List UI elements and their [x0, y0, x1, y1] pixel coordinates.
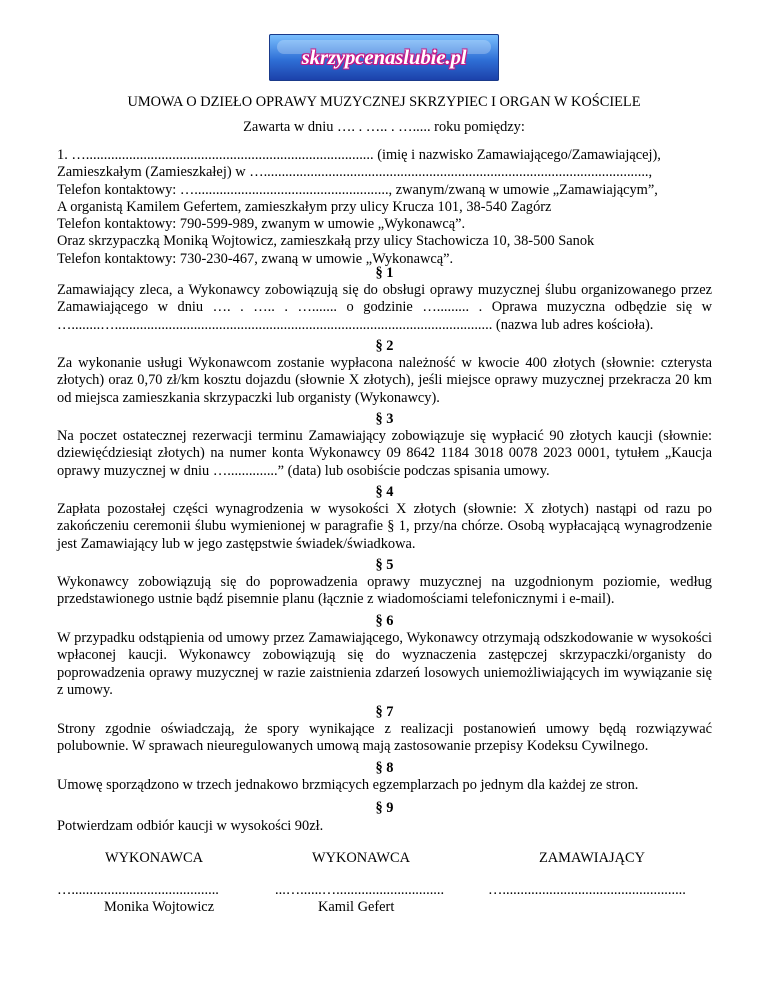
signature-line-violinist: ….........................................	[57, 882, 219, 898]
signature-role-violinist: WYKONAWCA	[105, 850, 203, 866]
document-subtitle: Zawarta w dniu …. . ….. . …..... roku pomiędzy:	[243, 119, 525, 135]
section-9-heading: § 9	[375, 800, 394, 816]
section-6-text: W przypadku odstąpienia od umowy przez Zamawiającego, Wykonawcy otrzymają odszkodowanie w wysokości wpłaconej kaucji. Wykonawcy zobowiązują się do wyznaczenia zastępczej skrzypaczki/organisty do poprowadzenia oprawy muzycznej w razie zaistnienia zdarzeń losowych uniemożliwiających im wywiązanie się z umowy.	[57, 630, 712, 698]
section-8-heading: § 8	[375, 760, 394, 776]
party-line: Oraz skrzypaczką Moniką Wojtowicz, zamieszkałą przy ulicy Stachowicza 10, 38-500 Sanok	[57, 233, 595, 250]
section-2-heading: § 2	[375, 338, 394, 354]
party-line: Telefon kontaktowy: 790-599-989, zwanym w umowie „Wykonawcą”.	[57, 216, 466, 233]
party-line: Telefon kontaktowy: …......................................................, zwanym/zwaną w umowie „Zamawiającym”,	[57, 181, 658, 198]
section-9-text: Potwierdzam odbiór kaucji w wysokości 90zł.	[57, 818, 324, 834]
signature-name-organist: Kamil Gefert	[318, 899, 395, 915]
section-7-heading: § 7	[375, 704, 394, 720]
section-8-text: Umowę sporządzono w trzech jednakowo brzmiących egzemplarzach po jednym dla każdej ze stron.	[57, 777, 639, 793]
signature-role-client: ZAMAWIAJĄCY	[539, 850, 645, 866]
section-1-text: Zamawiający zleca, a Wykonawcy zobowiązują się do obsługi oprawy muzycznej ślubu organizowanego przez Zamawiającego w dniu …. . ….. . …....... o godzinie …......... . Oprawa muzyczna odbędzie się w …........…......................................................................................................... (nazwa lub adres kościoła).	[57, 282, 712, 333]
section-4-text: Zapłata pozostałej części wynagrodzenia w wysokości X złotych (słownie: X złotych) nastąpi od razu po zakończeniu ceremonii ślubu wymienionej w paragrafie § 1, przy/na chórze. Osobą wypłacającą wynagrodzenie jest Zamawiający lub w jego zastępstwie świadek/świadkowa.	[57, 501, 712, 552]
signature-role-organist: WYKONAWCA	[312, 850, 410, 866]
signature-name-violinist: Monika Wojtowicz	[104, 899, 215, 915]
logo-text: skrzypcenaslubie.pl	[301, 44, 467, 69]
document-title: UMOWA O DZIEŁO OPRAWY MUZYCZNEJ SKRZYPIEC I ORGAN W KOŚCIELE	[127, 94, 641, 110]
parties-block	[57, 147, 712, 268]
party-line: A organistą Kamilem Gefertem, zamieszkałym przy ulicy Krucza 101, 38-540 Zagórz	[57, 198, 552, 215]
section-2-text: Za wykonanie usługi Wykonawcom zostanie wypłacona należność w kwocie 400 złotych (słownie: czterysta złotych) oraz 0,70 zł/km kosztu dojazdu (słownie X złotych), jeśli miejsce oprawy muzycznej przekracza 20 km od miejsca zamieszkania skrzypaczki lub organisty (Wykonawcy).	[57, 355, 712, 406]
section-3-text: Na poczet ostatecznej rezerwacji terminu Zamawiający zobowiązuje się wypłacić 90 złotych kaucji (słownie: dziewięćdziesiąt złotych) na numer konta Wykonawcy 09 8642 1184 3018 0078 2023 0001, tytułem „Kaucja oprawy muzycznej w dniu …..............” (data) lub osobiście podczas spisania umowy.	[57, 428, 712, 479]
section-5-heading: § 5	[375, 557, 394, 573]
signature-line-client: …...................................................	[488, 882, 686, 898]
party-line: Zamieszkałym (Zamieszkałej) w …...........................................................................................................,	[57, 164, 653, 181]
section-1-heading: § 1	[375, 265, 394, 281]
section-6-heading: § 6	[375, 613, 394, 629]
section-4-heading: § 4	[375, 484, 394, 500]
section-3-heading: § 3	[375, 411, 394, 427]
site-logo	[269, 34, 499, 81]
section-7-text: Strony zgodnie oświadczają, że spory wynikające z realizacji postanowień umowy będą rozwiązywać polubownie. W sprawach nieuregulowanych umową mają zastosowanie przepisy Kodeksu Cywilnego.	[57, 721, 712, 755]
party-line: 1. …................................................................................ (imię i nazwisko Zamawiającego/Zamawiającej),	[57, 147, 661, 163]
party-line: Telefon kontaktowy: 730-230-467, zwaną w umowie „Wykonawcą”.	[57, 250, 454, 267]
section-5-text: Wykonawcy zobowiązują się do poprowadzenia oprawy muzycznej na uzgodnionym poziomie, według przedstawionego ustnie bądź pisemnie planu (łącznie z wiadomościami telefonicznymi i e-mail).	[57, 574, 712, 608]
signature-line-organist: ...…......…..............................	[275, 882, 445, 898]
